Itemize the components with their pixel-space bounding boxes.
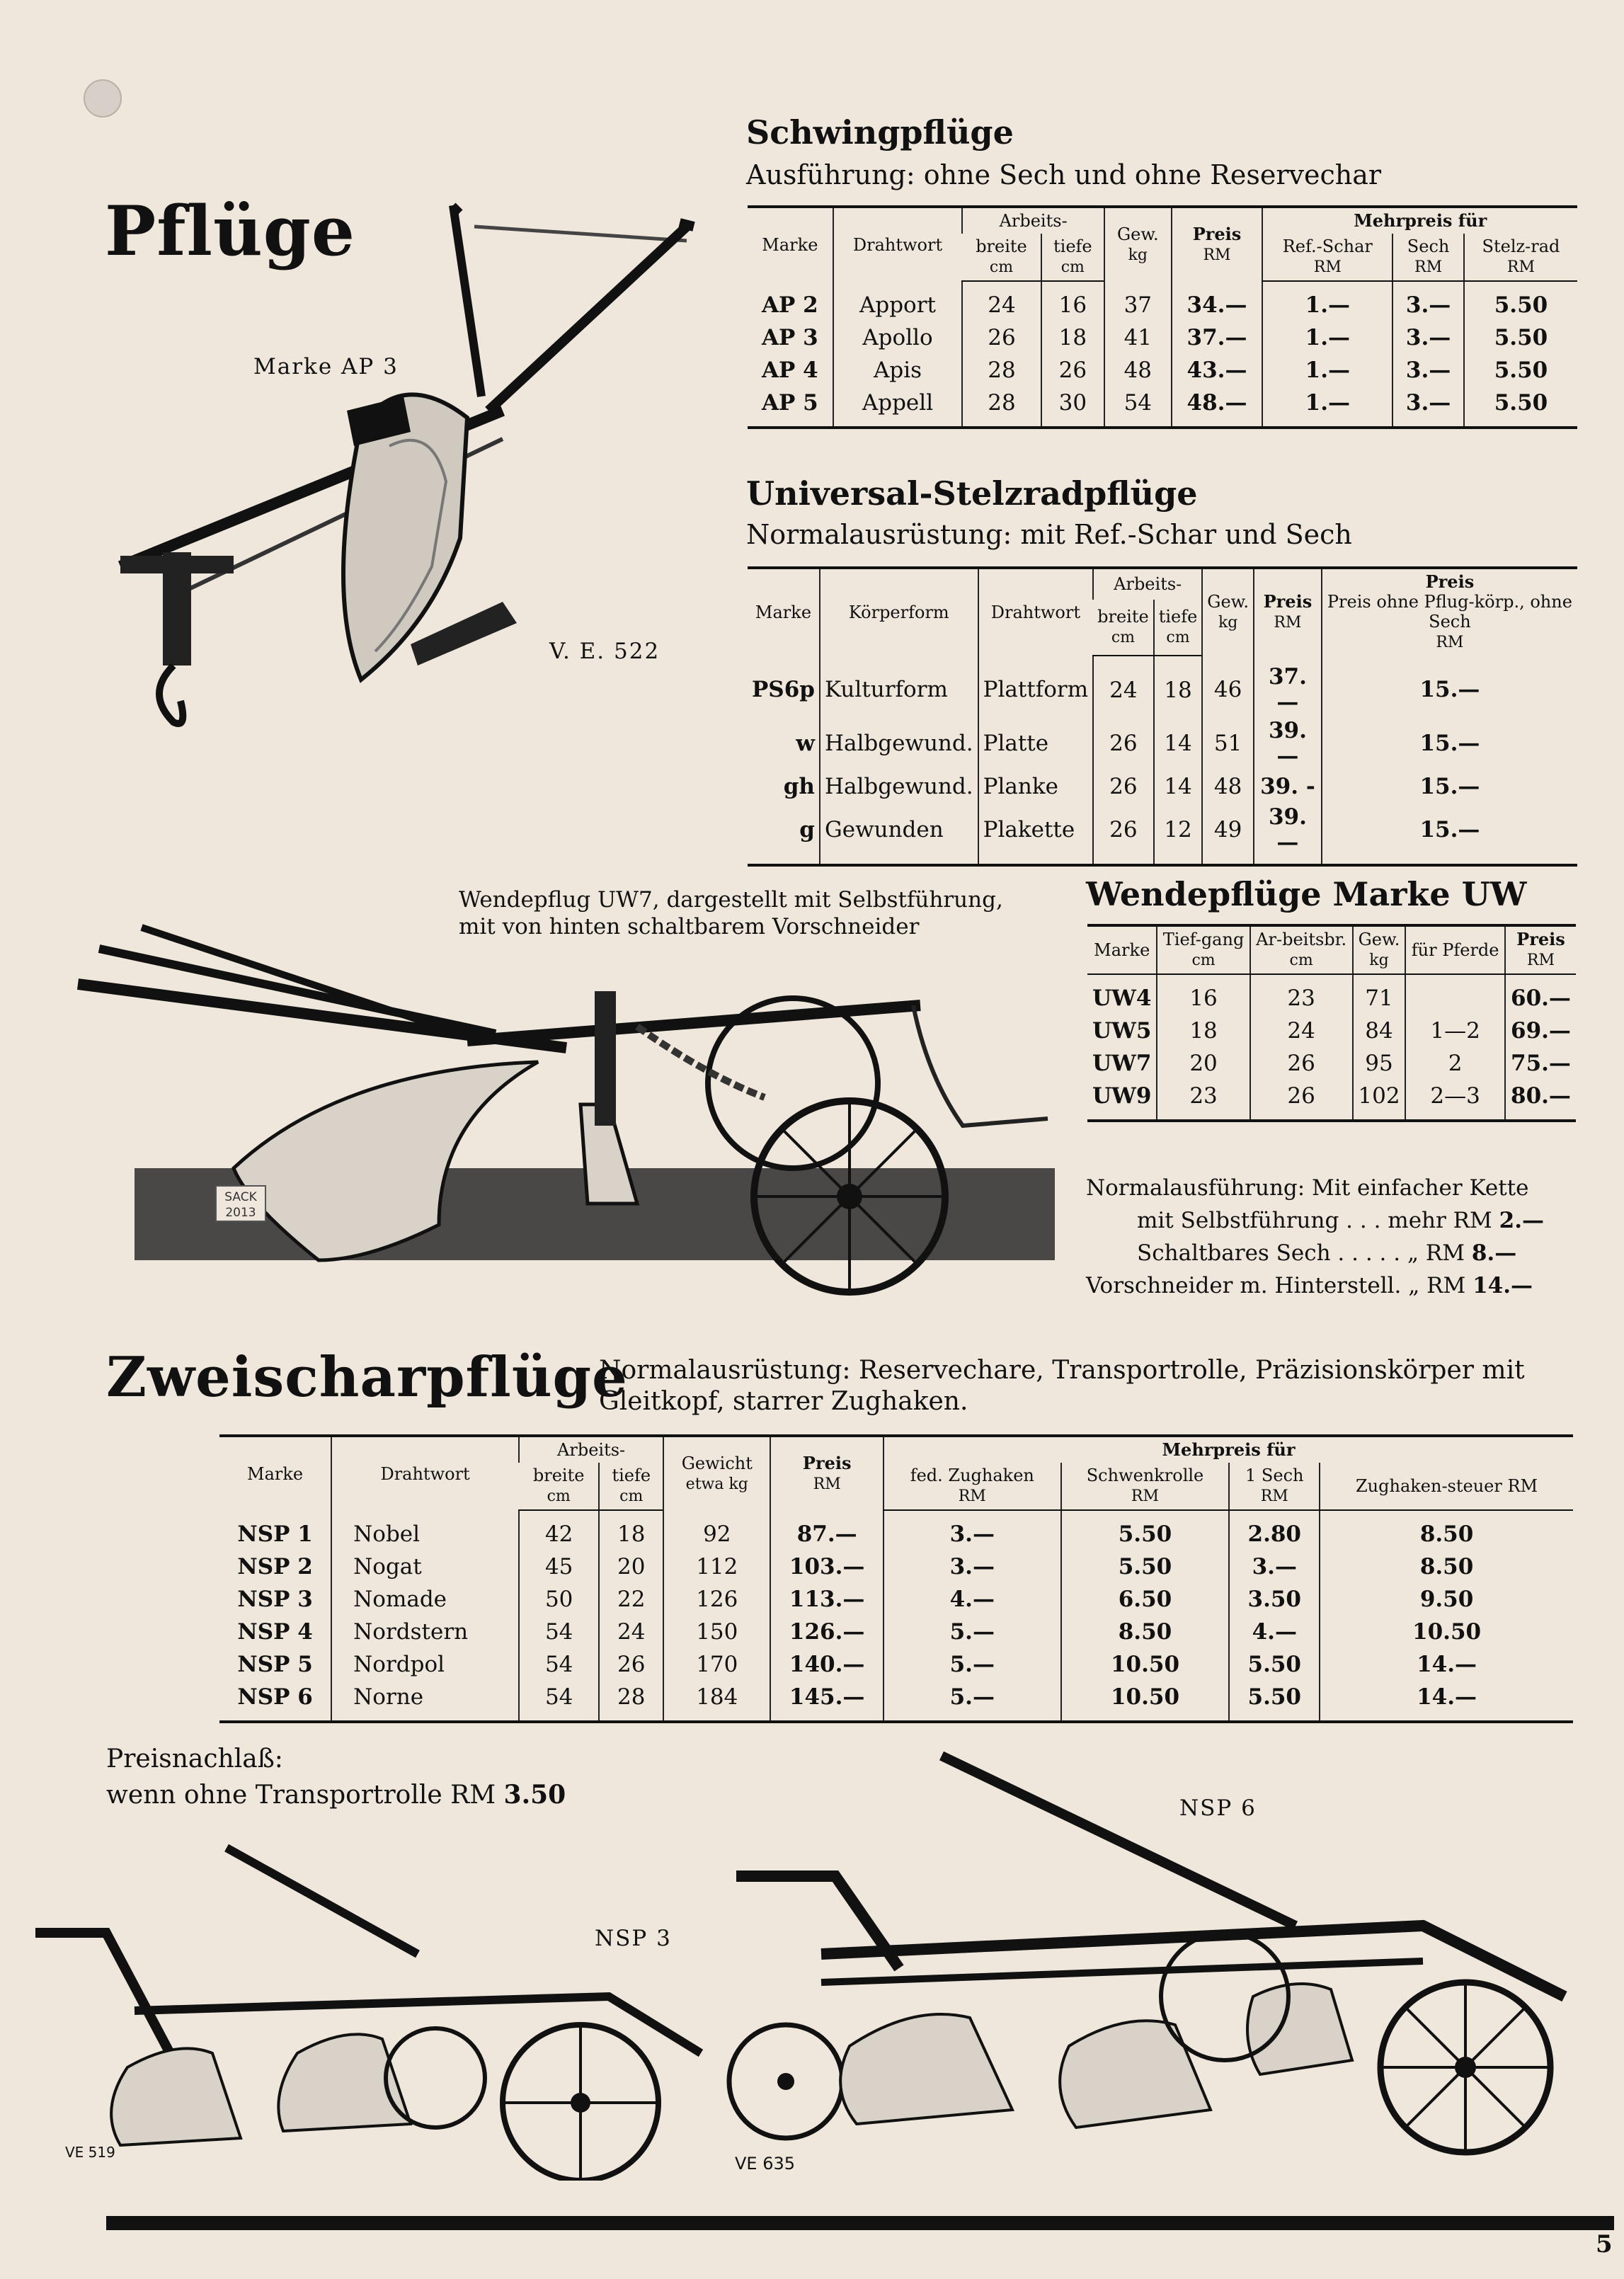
table-row: g Gewunden Plakette 26 12 49 39.— 15.— bbox=[748, 803, 1577, 865]
stamp-text-1: SACK bbox=[224, 1190, 257, 1204]
plow-nsp3-illustration bbox=[28, 1841, 708, 2181]
nsp3-label: NSP 3 bbox=[595, 1926, 672, 1951]
wende-caption-line1: Wendepflug UW7, dargestellt mit Selbstführung, bbox=[459, 887, 1003, 913]
table-row: AP 5 Appell 28 30 54 48.— 1.— 3.— 5.50 bbox=[748, 387, 1577, 428]
col-mehrpreis: Mehrpreis für bbox=[884, 1436, 1573, 1463]
table-row: NSP 6 Norne 54 28 184 145.— 5.— 10.50 5.50 14.— bbox=[219, 1681, 1573, 1722]
col-gewicht: Gewicht etwa kg bbox=[663, 1436, 770, 1510]
wende-table bbox=[1087, 924, 1576, 1122]
table-row: PS6p Kulturform Plattform 24 18 46 37.— 15.— bbox=[748, 656, 1577, 716]
punch-hole bbox=[84, 79, 122, 118]
col-drahtwort: Drahtwort bbox=[833, 207, 963, 281]
discount-line: wenn ohne Transportrolle RM 3.50 bbox=[106, 1780, 566, 1810]
col-gew: Gew. kg bbox=[1104, 207, 1172, 281]
col-preis: Preis RM bbox=[1505, 925, 1576, 974]
col-drahtwort: Drahtwort bbox=[978, 568, 1094, 656]
col-tiefe: tiefe cm bbox=[1154, 600, 1203, 656]
hero-code: V. E. 522 bbox=[549, 639, 661, 664]
table-row: AP 3 Apollo 26 18 41 37.— 1.— 3.— 5.50 bbox=[748, 321, 1577, 354]
table-row: UW9 23 26 102 2—3 80.— bbox=[1087, 1080, 1576, 1121]
col-marke: Marke bbox=[748, 207, 833, 281]
col-preis-ohne: Preis Preis ohne Pflug-körp., ohne Sech RM bbox=[1322, 568, 1577, 656]
zwei-desc bbox=[599, 1355, 1525, 1417]
zwei-table bbox=[219, 1434, 1573, 1723]
col-marke: Marke bbox=[1087, 925, 1157, 974]
wende-caption-line2: mit von hinten schaltbarem Vorschneider bbox=[459, 914, 920, 939]
col-arbeitsbr: Ar-beitsbr. cm bbox=[1250, 925, 1353, 974]
universal-table bbox=[748, 566, 1577, 867]
table-row: NSP 1 Nobel 42 18 92 87.— 3.— 5.50 2.80 8.50 bbox=[219, 1510, 1573, 1550]
col-tiefgang: Tief-gang cm bbox=[1157, 925, 1250, 974]
table-row: UW7 20 26 95 2 75.— bbox=[1087, 1047, 1576, 1080]
col-zughaken: Zughaken-steuer RM bbox=[1320, 1463, 1573, 1510]
wende-title: Wendepflüge Marke UW bbox=[1086, 875, 1527, 913]
col-sech: Sech RM bbox=[1393, 234, 1464, 281]
table-row: gh Halbgewund. Planke 26 14 48 39. - 15.— bbox=[748, 770, 1577, 803]
col-breite: breite cm bbox=[962, 234, 1041, 281]
col-resschar: Ref.-Schar RM bbox=[1262, 234, 1393, 281]
col-arbeits: Arbeits- bbox=[1093, 568, 1202, 600]
zwei-title: Zweischarpflüge bbox=[106, 1345, 628, 1410]
table-row: w Halbgewund. Platte 26 14 51 39.— 15.— bbox=[748, 716, 1577, 770]
table-row: UW4 16 23 71 60.— bbox=[1087, 974, 1576, 1015]
universal-subtitle: Normalausrüstung: mit Ref.-Schar und Sech bbox=[746, 519, 1352, 550]
col-drahtwort: Drahtwort bbox=[331, 1436, 519, 1510]
col-koerper: Körperform bbox=[820, 568, 978, 656]
table-row: NSP 3 Nomade 50 22 126 113.— 4.— 6.50 3.50 9.50 bbox=[219, 1583, 1573, 1616]
note-row: Schaltbares Sech . . . . . „ RM 8.— bbox=[1137, 1240, 1517, 1266]
table-row: NSP 5 Nordpol 54 26 170 140.— 5.— 10.50 5.50 14.— bbox=[219, 1648, 1573, 1681]
col-marke: Marke bbox=[748, 568, 820, 656]
table-row: AP 2 Apport 24 16 37 34.— 1.— 3.— 5.50 bbox=[748, 281, 1577, 321]
discount-amount: 3.50 bbox=[503, 1780, 566, 1810]
col-marke: Marke bbox=[219, 1436, 331, 1510]
bottom-rule bbox=[106, 2216, 1614, 2230]
zwei-desc-line1: Normalausrüstung: Reservechare, Transportrolle, Präzisionskörper mit bbox=[599, 1356, 1525, 1385]
wende-notes bbox=[1086, 1172, 1582, 1302]
col-fed: fed. Zughaken RM bbox=[884, 1463, 1061, 1510]
note-row: mit Selbstführung . . . mehr RM 2.— bbox=[1137, 1208, 1545, 1233]
table-row: NSP 4 Nordstern 54 24 150 126.— 5.— 8.50 4.— 10.50 bbox=[219, 1616, 1573, 1648]
page-title: Pflüge bbox=[105, 191, 355, 271]
col-preis: Preis RM bbox=[1254, 568, 1322, 656]
page-number: 5 bbox=[1596, 2230, 1613, 2258]
discount-heading: Preisnachlaß: bbox=[106, 1744, 283, 1773]
schwing-title: Schwingpflüge bbox=[746, 113, 1014, 152]
col-schwenk: Schwenkrolle RM bbox=[1061, 1463, 1230, 1510]
schwing-table bbox=[748, 205, 1577, 429]
stamp-text-2: 2013 bbox=[225, 1206, 256, 1220]
col-sech: 1 Sech RM bbox=[1229, 1463, 1320, 1510]
schwing-subtitle: Ausführung: ohne Sech und ohne Reservechar bbox=[746, 159, 1382, 190]
universal-title: Universal-Stelzradpflüge bbox=[746, 474, 1198, 513]
col-preis: Preis RM bbox=[770, 1436, 884, 1510]
col-arbeits: Arbeits- bbox=[962, 207, 1104, 234]
nsp6-code: VE 635 bbox=[735, 2154, 796, 2174]
col-tiefe: tiefe cm bbox=[1041, 234, 1104, 281]
col-arbeits: Arbeits- bbox=[519, 1436, 663, 1463]
nsp3-code: VE 519 bbox=[65, 2144, 115, 2161]
col-breite: breite cm bbox=[519, 1463, 599, 1510]
col-breite: breite cm bbox=[1093, 600, 1154, 656]
plow-uw7-illustration bbox=[71, 892, 1062, 1296]
plow-nsp6-illustration bbox=[715, 1742, 1593, 2166]
col-mehrpreis: Mehrpreis für bbox=[1262, 207, 1577, 234]
hero-caption: Marke AP 3 bbox=[253, 354, 399, 379]
discount-block bbox=[106, 1742, 566, 1813]
note-row: Vorschneider m. Hinterstell. „ RM 14.— bbox=[1086, 1273, 1533, 1298]
col-stelzrad: Stelz-rad RM bbox=[1464, 234, 1577, 281]
table-row: AP 4 Apis 28 26 48 43.— 1.— 3.— 5.50 bbox=[748, 354, 1577, 387]
table-row: UW5 18 24 84 1—2 69.— bbox=[1087, 1015, 1576, 1047]
zwei-desc-line2: Gleitkopf, starrer Zughaken. bbox=[599, 1387, 968, 1416]
col-tiefe: tiefe cm bbox=[599, 1463, 663, 1510]
col-pferde: für Pferde bbox=[1405, 925, 1505, 974]
col-gew: Gew. kg bbox=[1353, 925, 1406, 974]
col-preis: Preis RM bbox=[1172, 207, 1263, 281]
table-row: NSP 2 Nogat 45 20 112 103.— 3.— 5.50 3.— 8.50 bbox=[219, 1550, 1573, 1583]
col-gew: Gew. kg bbox=[1202, 568, 1254, 656]
note-row: Normalausführung: Mit einfacher Kette bbox=[1086, 1175, 1529, 1201]
nsp6-label: NSP 6 bbox=[1179, 1795, 1257, 1821]
